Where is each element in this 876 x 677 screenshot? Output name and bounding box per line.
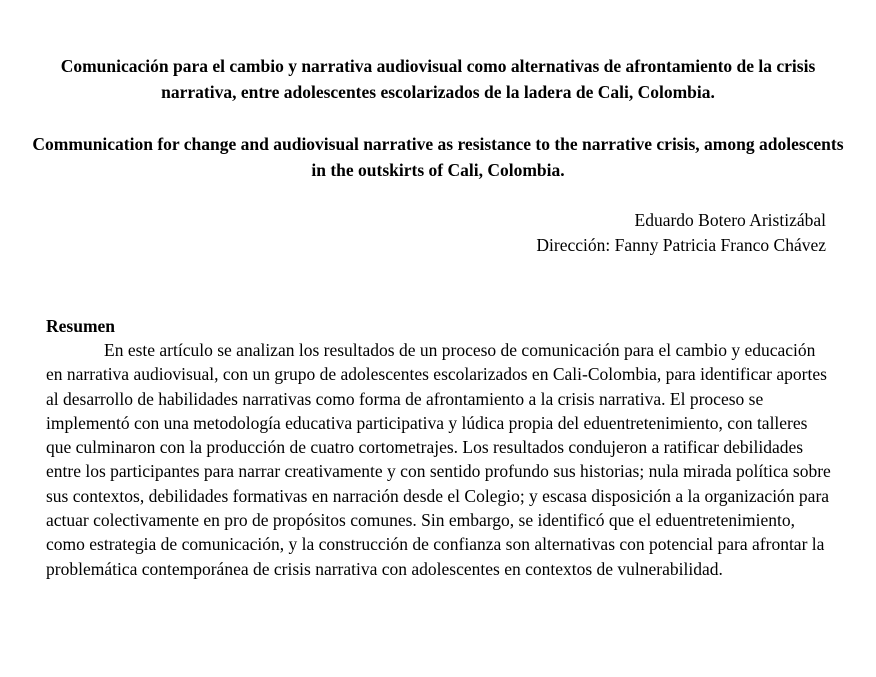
author-name: Eduardo Botero Aristizábal bbox=[634, 210, 826, 230]
abstract-body: En este artículo se analizan los resultados de un proceso de comunicación para el cambio y educación en narrativa audiovisual, con un grupo de adolescentes escolarizados en Cali-Colombia, para identificar aportes al desarrollo de habilidades narrativas como forma de afrontamiento a la crisis narrativa. El proceso se implementó con una metodología educativa participativa y lúdica propia del eduentretenimiento, con talleres que culminaron con la producción de cuatro cortometrajes. Los resultados condujeron a ratificar debilidades entre los participantes para narrar creativamente y con sentido profundo sus historias; nula mirada política sobre sus contextos, debilidades formativas en narración desde el Colegio; y escasa disposición a la organización para actuar colectivamente en pro de propósitos comunes. Sin embargo, se identificó que el eduentretenimiento, como estrategia de comunicación, y la construcción de confianza son alternativas con potencial para afrontar la problemática contemporánea de crisis narrativa con adolescentes en contextos de vulnerabilidad. bbox=[46, 340, 831, 579]
abstract-heading: Resumen bbox=[46, 316, 116, 336]
title-spanish: Comunicación para el cambio y narrativa audiovisual como alternativas de afrontamiento de la crisis narrativa, entre adolescentes escolarizados de la ladera de Cali, Colombia. bbox=[60, 56, 816, 102]
author-block bbox=[536, 208, 826, 258]
title-english: Communication for change and audiovisual narrative as resistance to the narrative crisis, among adolescents in the outskirts of Cali, Colombia. bbox=[32, 134, 844, 180]
supervisor-name: Dirección: Fanny Patricia Franco Chávez bbox=[536, 235, 826, 255]
